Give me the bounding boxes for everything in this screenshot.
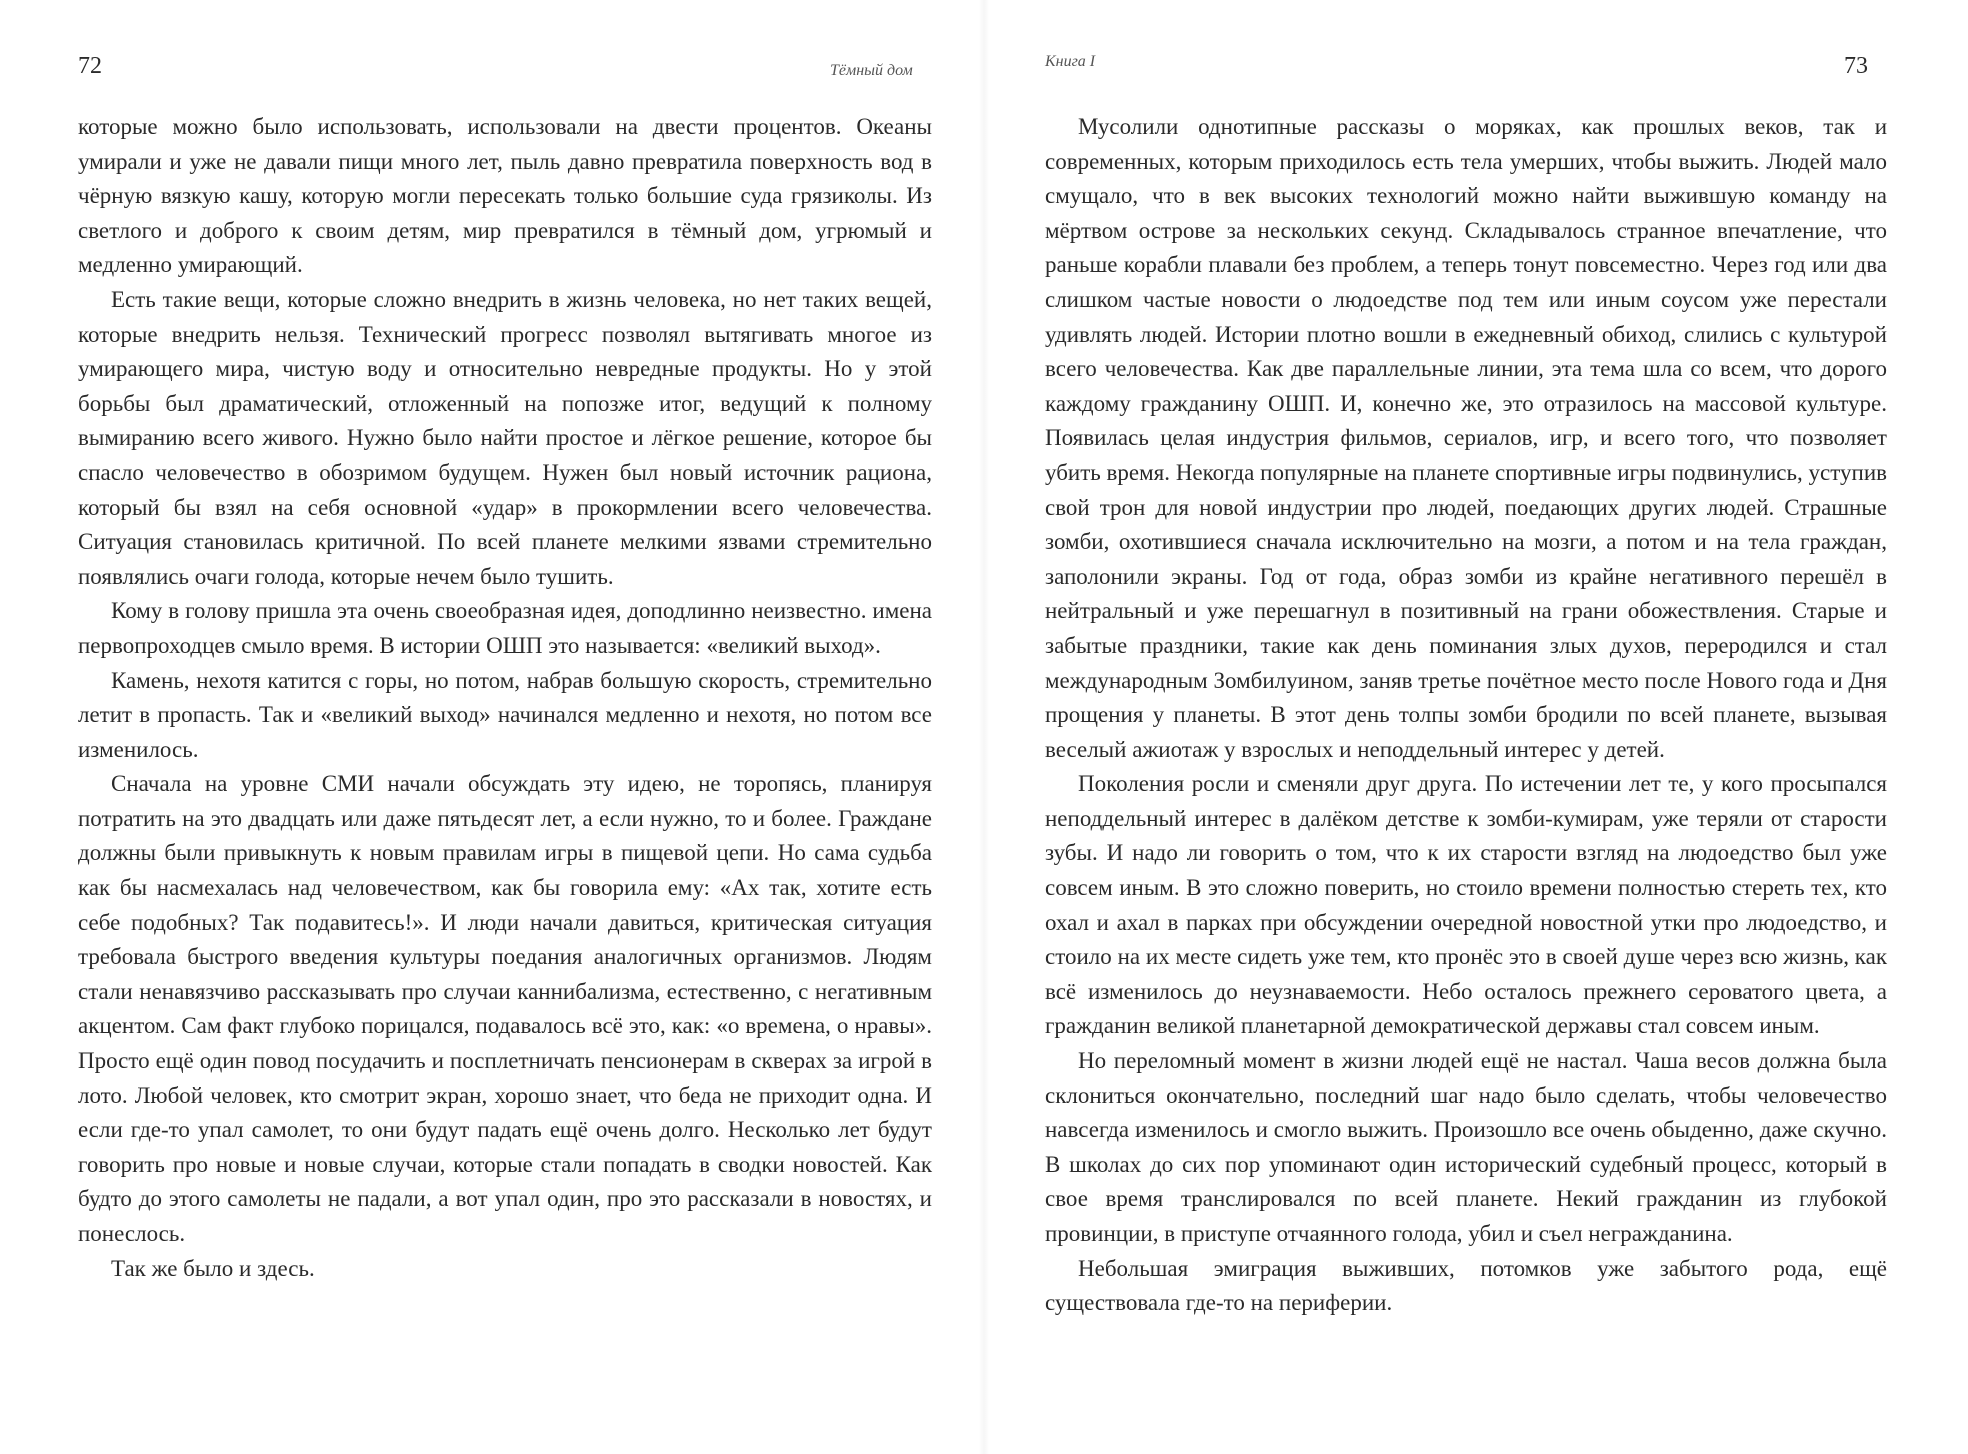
paragraph: Так же было и здесь. bbox=[111, 1255, 315, 1281]
paragraph: Кому в голову пришла эта очень своеобразная идея, доподлинно неизвестно. имена первопроходцев смыло время. В истории ОШП это называется: «великий выход». bbox=[78, 598, 932, 658]
paragraph: которые можно было использовать, использовали на двести процентов. Океаны умирали и уже не давали пищи много лет, пыль давно превратила поверхность вод в чёрную вязкую кашу, которую могли пересекать только большие суда грязиколы. Из светлого и доброго к своим детям, мир превратился в тёмный дом, угрюмый и медленно умирающий. bbox=[78, 114, 932, 278]
paragraph: Небольшая эмиграция выживших, потомков уже забытого рода, ещё существовала где-то на периферии. bbox=[1045, 1255, 1887, 1316]
body-text bbox=[1045, 110, 1887, 1321]
paragraph: Поколения росли и сменяли друг друга. По истечении лет те, у кого просыпался неподдельный интерес в далёком детстве к зомби-кумирам, уже теряли от старости зубы. И надо ли говорить о том, что к их старости взгляд на людоедство был уже совсем иным. В это сложно поверить, но стоило времени полностью стереть тех, кто охал и ахал в парках при обсуждении очередной новостной утки про людоедство, и стоило на их месте сидеть уже тем, кто пронёс это в своей душе через всю жизнь, как всё изменилось до неузнаваемости. Небо осталось прежнего сероватого цвета, а гражданин великой планетарной демократической державы стал совсем иным. bbox=[1045, 771, 1887, 1039]
running-head: Книга I bbox=[1045, 53, 1096, 70]
page-number: 73 bbox=[1844, 53, 1868, 79]
running-head: Тёмный дом bbox=[830, 62, 913, 79]
page-number: 72 bbox=[78, 53, 102, 79]
paragraph: Есть такие вещи, которые сложно внедрить в жизнь человека, но нет таких вещей, которые внедрить нельзя. Технический прогресс позволял вытягивать многое из умирающего мира, чистую воду и относительно невредные продукты. Но у этой борьбы был драматический, отложенный на попозже итог, ведущий к полному вымиранию всего живого. Нужно было найти простое и лёгкое решение, которое бы спасло человечество в обозримом будущем. Нужен был новый источник рациона, который бы взял на себя основной «удар» в прокормлении всего человечества. Ситуация становилась критичной. По всей планете мелкими язвами стремительно появлялись очаги голода, которые нечем было тушить. bbox=[78, 286, 932, 589]
paragraph: Камень, нехотя катится с горы, но потом, набрав большую скорость, стремительно летит в пропасть. Так и «великий выход» начинался медленно и нехотя, но потом все изменилось. bbox=[78, 667, 932, 762]
right-page bbox=[984, 0, 1968, 1454]
paragraph: Сначала на уровне СМИ начали обсуждать эту идею, не торопясь, планируя потратить на это двадцать или даже пятьдесят лет, а если нужно, то и более. Граждане должны были привыкнуть к новым правилам игры в пищевой цепи. Но сама судьба как бы насмехалась над человечеством, как бы говорила ему: «Ах так, хотите есть себе подобных? Так подавитесь!». И люди начали давиться, критическая ситуация требовала быстрого введения культуры поедания аналогичных организмов. Людям стали ненавязчиво рассказывать про случаи каннибализма, естественно, с негативным акцентом. Сам факт глубоко порицался, подавалось всё это, как: «о времена, о нравы». Просто ещё один повод посудачить и посплетничать пенсионерам в скверах за игрой в лото. Любой человек, кто смотрит экран, хорошо знает, что беда не приходит одна. И если где-то упал самолет, то они будут падать ещё очень долго. Несколько лет будут говорить про новые и новые случаи, которые стали попадать в сводки новостей. Как будто до этого самолеты не падали, а вот упал один, про это рассказали в новостях, и понеслось. bbox=[78, 771, 932, 1246]
paragraph: Мусолили однотипные рассказы о моряках, как прошлых веков, так и современных, которым приходилось есть тела умерших, чтобы выжить. Людей мало смущало, что в век высоких технологий можно найти выжившую команду на мёртвом острове за нескольких секунд. Складывалось странное впечатление, что раньше корабли плавали без проблем, а теперь тонут повсеместно. Через год или два слишком частые новости о людоедстве под тем или иным соусом уже перестали удивлять людей. Истории плотно вошли в ежедневный обиход, слились с культурой всего человечества. Как две параллельные линии, эта тема шла со всем, что дорого каждому гражданину ОШП. И, конечно же, это отразилось на массовой культуре. Появилась целая индустрия фильмов, сериалов, игр, и всего того, что позволяет убить время. Некогда популярные на планете спортивные игры подвинулись, уступив свой трон для новой индустрии про людей, поедающих других людей. Страшные зомби, охотившиеся сначала исключительно на мозги, а потом и на тела граждан, заполонили экраны. Год от года, образ зомби из крайне негативного перешёл в нейтральный и уже перешагнул в позитивный на грани обожествления. Старые и забытые праздники, такие как день поминания злых духов, переродился и стал международным Зомбилуином, заняв третье почётное место после Нового года и Дня прощения у планеты. В этот день толпы зомби бродили по всей планете, вызывая веселый ажиотаж у взрослых и неподдельный интерес у детей. bbox=[1045, 114, 1887, 762]
body-text bbox=[78, 110, 932, 1286]
paragraph: Но переломный момент в жизни людей ещё не настал. Чаша весов должна была склониться окончательно, последний шаг надо было сделать, чтобы человечество навсегда изменилось и смогло выжить. Произошло все очень обыденно, даже скучно. В школах до сих пор упоминают один исторический судебный процесс, который в свое время транслировался по всей планете. Некий гражданин из глубокой провинции, в приступе отчаянного голода, убил и съел негражданина. bbox=[1045, 1048, 1887, 1246]
